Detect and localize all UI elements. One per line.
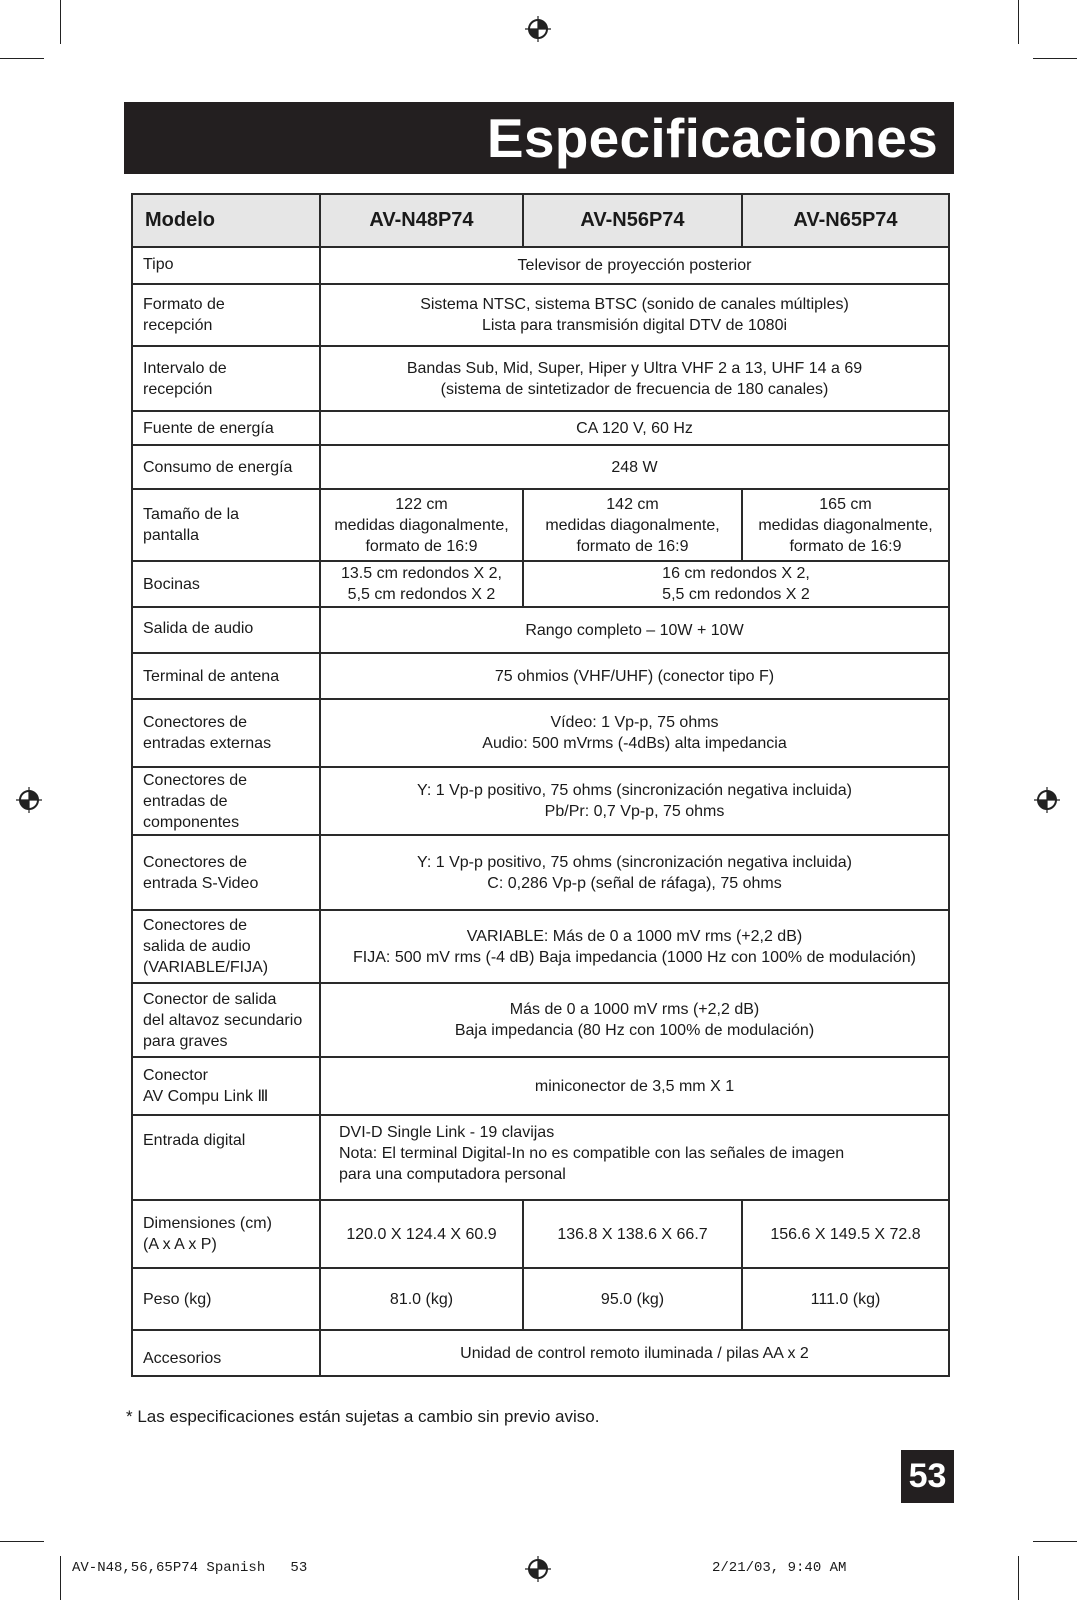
crop-mark bbox=[1033, 1541, 1077, 1542]
row-label: Tamaño de la pantalla bbox=[132, 489, 320, 561]
row-label: Accesorios bbox=[132, 1330, 320, 1376]
row-label: Dimensiones (cm) (A x A x P) bbox=[132, 1200, 320, 1268]
row-value: Unidad de control remoto iluminada / pilas AA x 2 bbox=[320, 1330, 949, 1376]
table-row bbox=[132, 247, 949, 284]
page-title: Especificaciones bbox=[486, 107, 938, 169]
print-slug-date: 2/21/03, 9:40 AM bbox=[712, 1560, 847, 1576]
header-model-label: Modelo bbox=[132, 194, 320, 247]
row-label: Salida de audio bbox=[132, 607, 320, 653]
table-row bbox=[132, 910, 949, 983]
row-label: Conectores de entradas de componentes bbox=[132, 767, 320, 835]
row-value-56: 136.8 X 138.6 X 66.7 bbox=[523, 1200, 742, 1268]
page-number: 53 bbox=[901, 1450, 954, 1503]
row-value-56-65: 16 cm redondos X 2, 5,5 cm redondos X 2 bbox=[523, 561, 949, 607]
row-value-48: 81.0 (kg) bbox=[320, 1268, 523, 1330]
crop-mark bbox=[1033, 58, 1077, 59]
registration-mark-icon bbox=[525, 1556, 551, 1582]
table-row bbox=[132, 1115, 949, 1200]
header-model-56: AV-N56P74 bbox=[523, 194, 742, 247]
crop-mark bbox=[1018, 0, 1019, 44]
table-row bbox=[132, 699, 949, 767]
row-label: Consumo de energía bbox=[132, 445, 320, 489]
header-model-48: AV-N48P74 bbox=[320, 194, 523, 247]
row-label: Entrada digital bbox=[132, 1115, 320, 1200]
row-label: Bocinas bbox=[132, 561, 320, 607]
row-label: Terminal de antena bbox=[132, 653, 320, 699]
table-row bbox=[132, 284, 949, 346]
table-row bbox=[132, 767, 949, 835]
registration-mark-icon bbox=[1034, 787, 1060, 813]
row-label: Peso (kg) bbox=[132, 1268, 320, 1330]
row-value: Y: 1 Vp-p positivo, 75 ohms (sincronización negativa incluida) C: 0,286 Vp-p (señal de ráfaga), 75 ohms bbox=[320, 835, 949, 910]
row-value: Sistema NTSC, sistema BTSC (sonido de canales múltiples) Lista para transmisión digital DTV de 1080i bbox=[320, 284, 949, 346]
row-value-56: 95.0 (kg) bbox=[523, 1268, 742, 1330]
row-value-48: 120.0 X 124.4 X 60.9 bbox=[320, 1200, 523, 1268]
table-row bbox=[132, 1200, 949, 1268]
crop-mark bbox=[0, 58, 44, 59]
row-value-48: 122 cm medidas diagonalmente, formato de 16:9 bbox=[320, 489, 523, 561]
table-row bbox=[132, 489, 949, 561]
crop-mark bbox=[0, 1541, 44, 1542]
row-label: Conectores de entradas externas bbox=[132, 699, 320, 767]
title-banner bbox=[124, 102, 954, 174]
row-value-56: 142 cm medidas diagonalmente, formato de 16:9 bbox=[523, 489, 742, 561]
table-row bbox=[132, 1268, 949, 1330]
row-value-65: 165 cm medidas diagonalmente, formato de 16:9 bbox=[742, 489, 949, 561]
row-value-65: 111.0 (kg) bbox=[742, 1268, 949, 1330]
row-label: Conectores de salida de audio (VARIABLE/FIJA) bbox=[132, 910, 320, 983]
table-row bbox=[132, 346, 949, 411]
registration-mark-icon bbox=[16, 787, 42, 813]
row-label: Fuente de energía bbox=[132, 411, 320, 445]
row-value: Rango completo – 10W + 10W bbox=[320, 607, 949, 653]
row-value: Televisor de proyección posterior bbox=[320, 247, 949, 284]
row-value: VARIABLE: Más de 0 a 1000 mV rms (+2,2 dB) FIJA: 500 mV rms (-4 dB) Baja impedancia (1000 Hz con 100% de modulación) bbox=[320, 910, 949, 983]
row-value: CA 120 V, 60 Hz bbox=[320, 411, 949, 445]
row-label: Conectores de entrada S-Video bbox=[132, 835, 320, 910]
table-row bbox=[132, 607, 949, 653]
header-model-65: AV-N65P74 bbox=[742, 194, 949, 247]
row-label: Conector AV Compu Link Ⅲ bbox=[132, 1057, 320, 1115]
table-row bbox=[132, 983, 949, 1057]
row-value: 75 ohmios (VHF/UHF) (conector tipo F) bbox=[320, 653, 949, 699]
row-label: Conector de salida del altavoz secundario para graves bbox=[132, 983, 320, 1057]
table-row bbox=[132, 1330, 949, 1376]
table-header-row bbox=[132, 194, 949, 247]
crop-mark bbox=[60, 1556, 61, 1600]
registration-mark-icon bbox=[525, 16, 551, 42]
row-value: Bandas Sub, Mid, Super, Hiper y Ultra VHF 2 a 13, UHF 14 a 69 (sistema de sintetizador de frecuencia de 180 canales) bbox=[320, 346, 949, 411]
row-label: Tipo bbox=[132, 247, 320, 284]
row-label: Formato de recepción bbox=[132, 284, 320, 346]
crop-mark bbox=[60, 0, 61, 44]
row-value: Vídeo: 1 Vp-p, 75 ohms Audio: 500 mVrms (-4dBs) alta impedancia bbox=[320, 699, 949, 767]
table-row bbox=[132, 445, 949, 489]
row-value: 248 W bbox=[320, 445, 949, 489]
table-row bbox=[132, 561, 949, 607]
row-value: miniconector de 3,5 mm X 1 bbox=[320, 1057, 949, 1115]
row-label: Intervalo de recepción bbox=[132, 346, 320, 411]
row-value-48: 13.5 cm redondos X 2, 5,5 cm redondos X 2 bbox=[320, 561, 523, 607]
spec-table bbox=[131, 193, 950, 1377]
row-value: Y: 1 Vp-p positivo, 75 ohms (sincronización negativa incluida) Pb/Pr: 0,7 Vp-p, 75 ohms bbox=[320, 767, 949, 835]
table-row bbox=[132, 653, 949, 699]
row-value-65: 156.6 X 149.5 X 72.8 bbox=[742, 1200, 949, 1268]
table-row bbox=[132, 411, 949, 445]
table-row bbox=[132, 835, 949, 910]
print-slug-file: AV-N48,56,65P74 Spanish 53 bbox=[72, 1560, 308, 1576]
crop-mark bbox=[1018, 1556, 1019, 1600]
table-row bbox=[132, 1057, 949, 1115]
footnote: * Las especificaciones están sujetas a cambio sin previo aviso. bbox=[126, 1407, 600, 1426]
row-value: DVI-D Single Link - 19 clavijas Nota: El terminal Digital-In no es compatible con las señales de imagen para una computadora personal bbox=[320, 1115, 949, 1200]
row-value: Más de 0 a 1000 mV rms (+2,2 dB) Baja impedancia (80 Hz con 100% de modulación) bbox=[320, 983, 949, 1057]
